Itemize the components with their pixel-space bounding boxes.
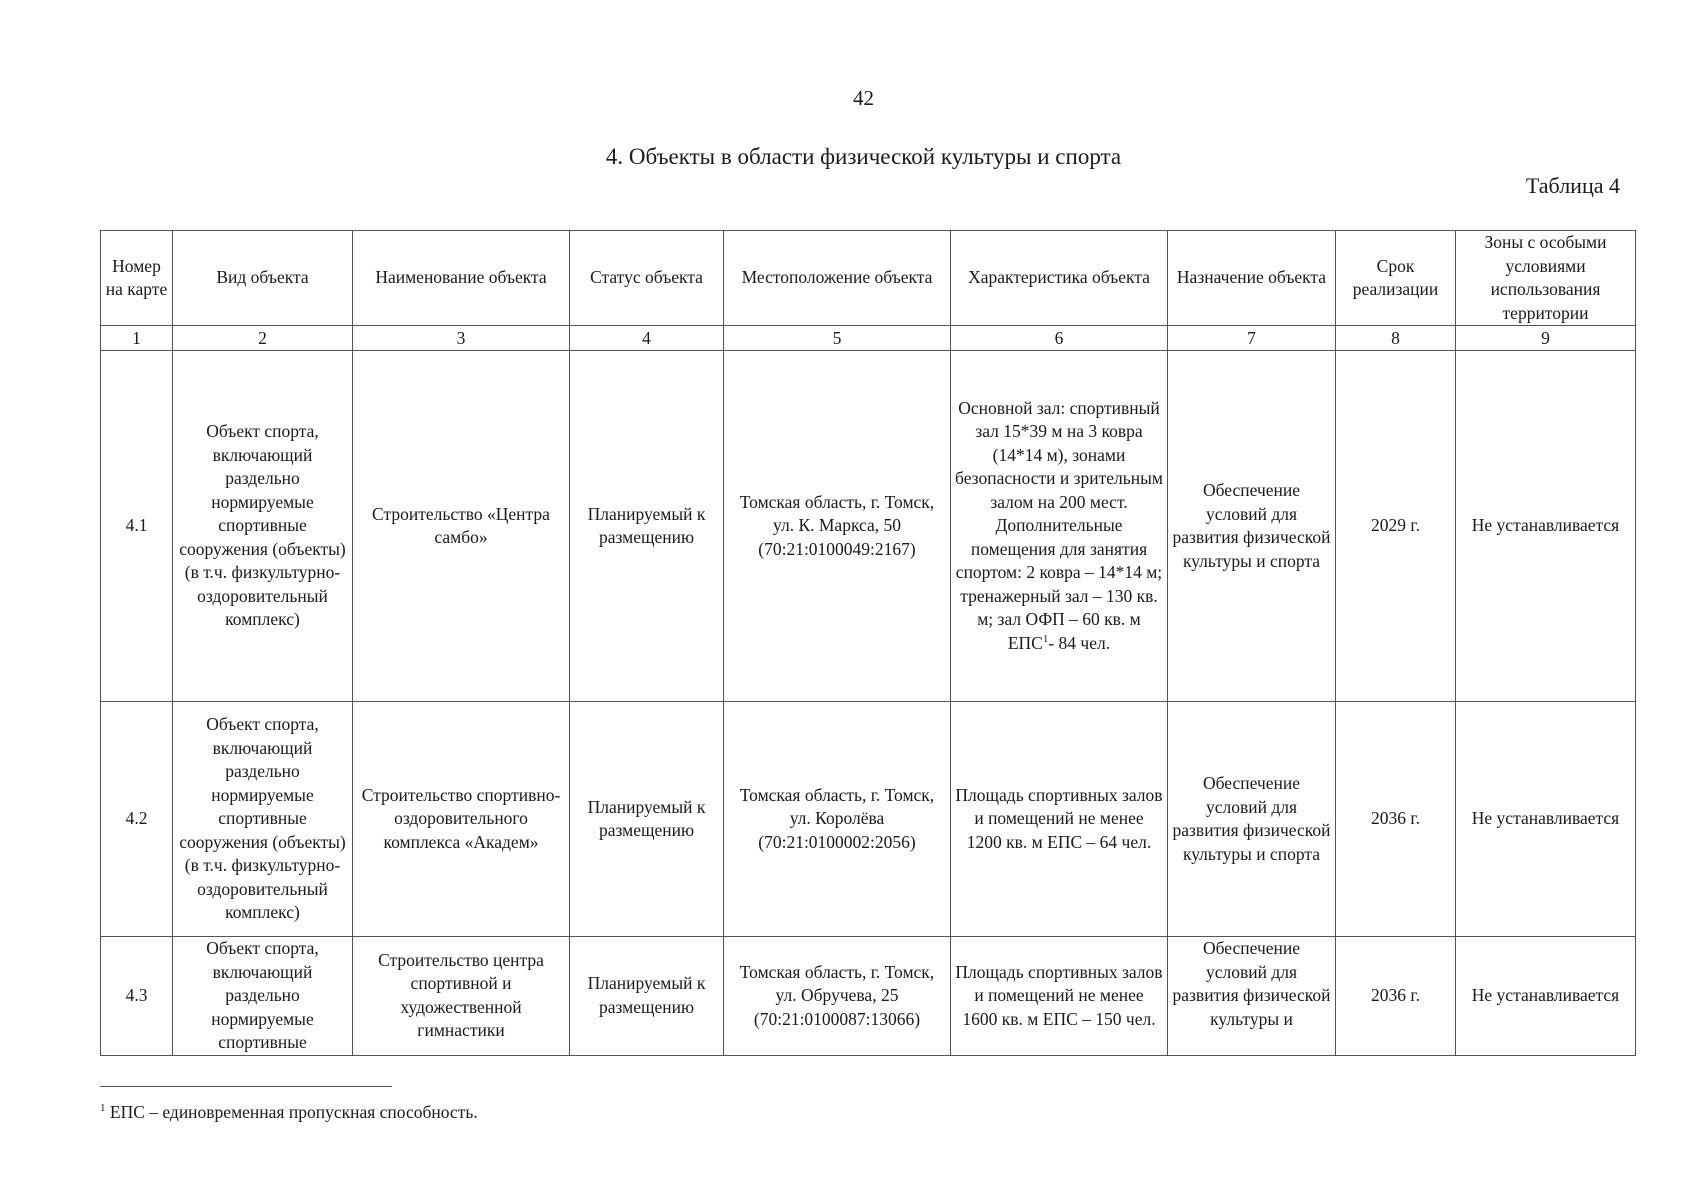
cell-term: 2036 г. (1336, 702, 1456, 937)
cell-status: Планируемый к размещению (570, 351, 724, 702)
cell-zones: Не устанавливается (1456, 702, 1636, 937)
footnote-ref: 1 (1042, 632, 1049, 645)
cell-purpose: Обеспечение условий для развития физической культуры и (1168, 937, 1336, 1056)
table-label: Таблица 4 (1525, 173, 1620, 198)
eps-value: - 84 чел. (1048, 632, 1111, 653)
footnote (100, 1102, 478, 1123)
header-cell: Зоны с особыми условиями использования территории (1456, 231, 1636, 326)
cell-characteristic (951, 351, 1168, 702)
table-row (101, 937, 1636, 1056)
cell-status: Планируемый к размещению (570, 702, 724, 937)
cell-type: Объект спорта, включающий раздельно нормируемые спортивные (173, 937, 353, 1056)
table-header-row (101, 231, 1636, 326)
column-number-cell: 5 (724, 326, 951, 351)
cell-characteristic: Площадь спортивных залов и помещений не менее 1600 кв. м ЕПС – 150 чел. (951, 937, 1168, 1056)
header-cell: Местоположение объекта (724, 231, 951, 326)
objects-table (100, 230, 1636, 1056)
footnote-text: ЕПС – единовременная пропускная способность. (105, 1102, 478, 1122)
table-row (101, 702, 1636, 937)
column-number-cell: 9 (1456, 326, 1636, 351)
page-number: 42 (853, 86, 874, 110)
cell-name: Строительство спортивно-оздоровительного комплекса «Академ» (353, 702, 570, 937)
cell-purpose: Обеспечение условий для развития физической культуры и спорта (1168, 351, 1336, 702)
cell-name: Строительство «Центра самбо» (353, 351, 570, 702)
column-number-cell: 8 (1336, 326, 1456, 351)
cell-zones: Не устанавливается (1456, 351, 1636, 702)
column-number-cell: 2 (173, 326, 353, 351)
footnote-separator (100, 1086, 392, 1087)
header-cell: Срок реализации (1336, 231, 1456, 326)
column-number-cell: 6 (951, 326, 1168, 351)
cell-type: Объект спорта, включающий раздельно нормируемые спортивные сооружения (объекты) (в т.ч. физкультурно-оздоровительный комплекс) (173, 351, 353, 702)
column-number-cell: 7 (1168, 326, 1336, 351)
cell-number: 4.2 (101, 702, 173, 937)
header-cell: Назначение объекта (1168, 231, 1336, 326)
table-row (101, 351, 1636, 702)
cell-characteristic: Площадь спортивных залов и помещений не менее 1200 кв. м ЕПС – 64 чел. (951, 702, 1168, 937)
eps-label: ЕПС (1007, 632, 1043, 653)
cell-term: 2036 г. (1336, 937, 1456, 1056)
column-number-row (101, 326, 1636, 351)
cell-location: Томская область, г. Томск, ул. Обручева, 25 (70:21:0100087:13066) (724, 937, 951, 1056)
cell-number: 4.1 (101, 351, 173, 702)
characteristic-eps-line (955, 632, 1163, 656)
cell-zones: Не устанавливается (1456, 937, 1636, 1056)
cell-purpose: Обеспечение условий для развития физической культуры и спорта (1168, 702, 1336, 937)
footnote-marker: 1 (100, 1102, 106, 1115)
cell-type: Объект спорта, включающий раздельно нормируемые спортивные сооружения (объекты) (в т.ч. физкультурно-оздоровительный комплекс) (173, 702, 353, 937)
section-title: 4. Объекты в области физической культуры и спорта (605, 144, 1122, 169)
cell-status: Планируемый к размещению (570, 937, 724, 1056)
cell-location: Томская область, г. Томск, ул. Королёва (70:21:0100002:2056) (724, 702, 951, 937)
header-cell: Статус объекта (570, 231, 724, 326)
header-cell: Наименование объекта (353, 231, 570, 326)
column-number-cell: 1 (101, 326, 173, 351)
characteristic-text: Основной зал: спортивный зал 15*39 м на 3 ковра (14*14 м), зонами безопасности и зрительным залом на 200 мест. Дополнительные помещения для занятия спортом: 2 ковра – 14*14 м; тренажерный зал – 130 кв. м; зал ОФП – 60 кв. м (955, 397, 1163, 630)
column-number-cell: 3 (353, 326, 570, 351)
cell-location: Томская область, г. Томск, ул. К. Маркса, 50 (70:21:0100049:2167) (724, 351, 951, 702)
header-cell: Номер на карте (101, 231, 173, 326)
cell-name: Строительство центра спортивной и художественной гимнастики (353, 937, 570, 1056)
cell-term: 2029 г. (1336, 351, 1456, 702)
cell-number: 4.3 (101, 937, 173, 1056)
header-cell: Характеристика объекта (951, 231, 1168, 326)
column-number-cell: 4 (570, 326, 724, 351)
header-cell: Вид объекта (173, 231, 353, 326)
